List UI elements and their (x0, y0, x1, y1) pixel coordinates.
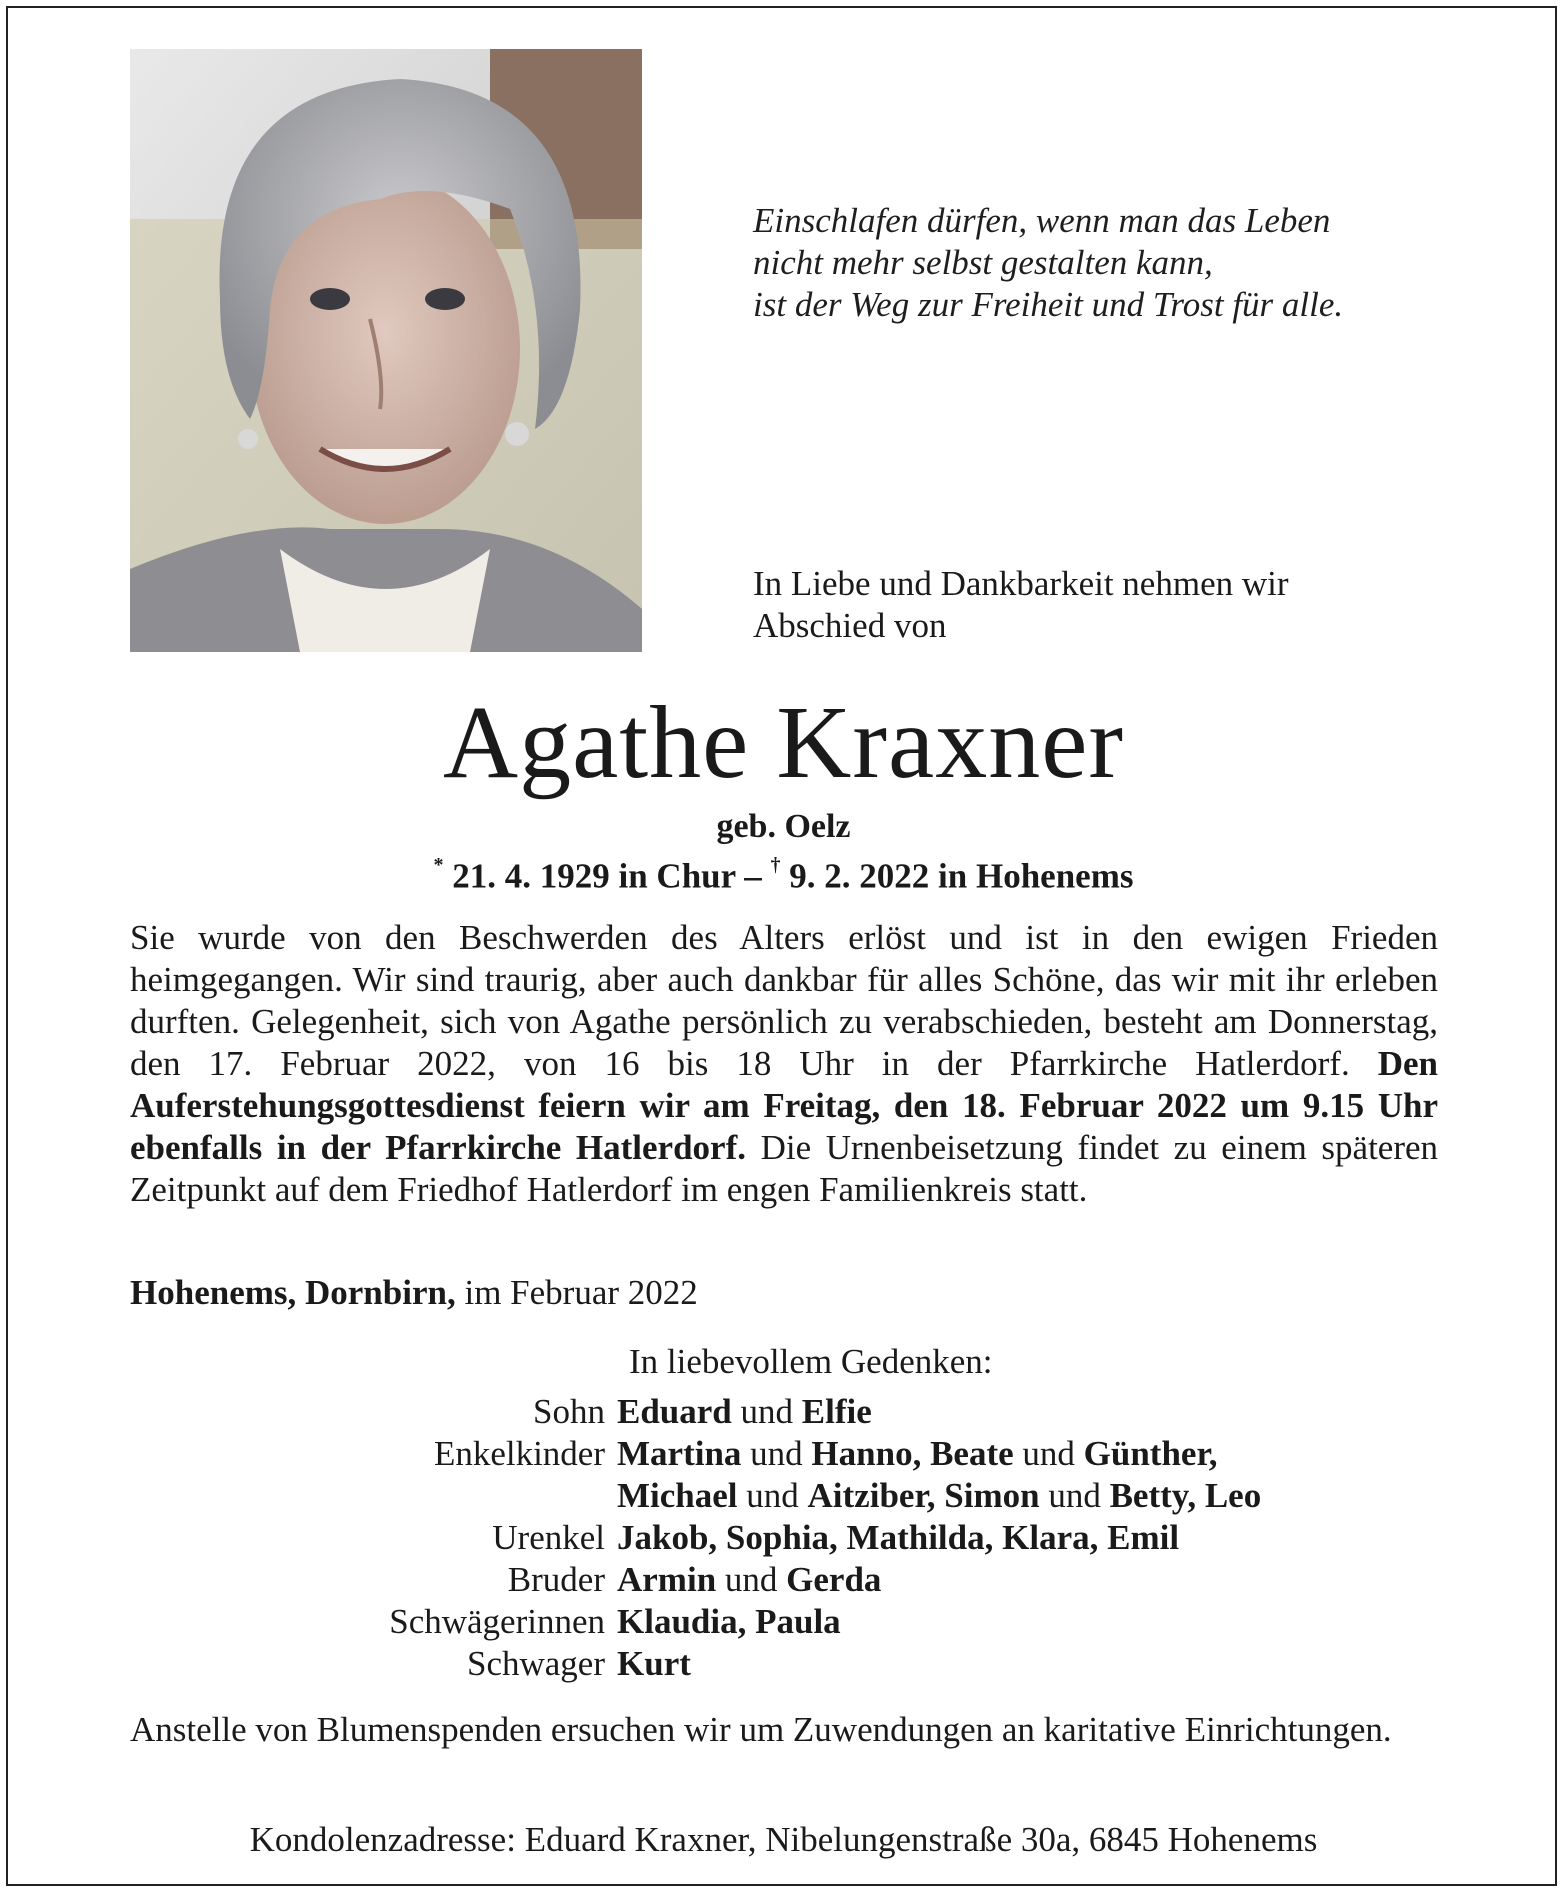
relative-names (617, 1391, 1567, 1433)
connector-text: und (1013, 1434, 1084, 1473)
relative-row (0, 1391, 1567, 1433)
quote-line: nicht mehr selbst gestalten kann, (753, 243, 1213, 282)
relative-row (0, 1643, 1567, 1685)
relative-name: Eduard (617, 1392, 732, 1431)
relative-names (617, 1475, 1567, 1517)
epigraph-quote (753, 200, 1453, 326)
relatives-list (0, 1391, 1567, 1685)
birth-date: 21. 4. 1929 in Chur (452, 856, 736, 896)
relative-name: Aitziber, Simon (807, 1476, 1040, 1515)
relative-name: Martina (617, 1434, 742, 1473)
relative-name: Kurt (617, 1644, 691, 1683)
farewell-intro (753, 563, 1453, 647)
announcement-text-part: Sie wurde von den Beschwerden des Alters erlöst und ist in den ewigen Frieden heimgegangen. Wir sind traurig, aber auch dankbar für alles Schöne, das wir mit ihr erleben durften. Gelegenheit, sich von Agathe persönlich zu verabschieden, besteht am Donnerstag, den 17. Februar 2022, von 16 bis 18 Uhr in der Pfarrkirche Hatlerdorf. (130, 918, 1438, 1083)
death-symbol: † (770, 854, 781, 876)
portrait-photo (130, 49, 642, 652)
relative-name: Armin (617, 1560, 717, 1599)
relative-names (617, 1433, 1567, 1475)
relative-name: Hanno, Beate (811, 1434, 1014, 1473)
relative-row (0, 1601, 1567, 1643)
relation-label: Sohn (533, 1392, 605, 1431)
relative-name: Gerda (786, 1560, 882, 1599)
relation-label (0, 1475, 617, 1517)
relative-row (0, 1475, 1567, 1517)
quote-line: ist der Weg zur Freiheit und Trost für alle. (753, 285, 1344, 324)
relative-names (617, 1517, 1567, 1559)
connector-text: und (737, 1476, 808, 1515)
connector-text: und (716, 1560, 787, 1599)
date-dash: – (735, 856, 771, 896)
announcement-text-part: Die Urnenbeisetzung findet zu einem späteren Zeitpunkt auf dem Friedhof Hatlerdorf im engen Familienkreis statt. (130, 1128, 1439, 1209)
place-date-line (130, 1272, 1430, 1314)
relation-label: Urenkel (492, 1518, 605, 1557)
relation-label: Schwägerinnen (389, 1602, 605, 1641)
maiden-name: geb. Oelz (716, 808, 851, 845)
relative-name: Jakob, Sophia, Mathilda, Klara, Emil (617, 1518, 1180, 1557)
service-details: Den Auferstehungsgottesdienst feiern wir am Freitag, den 18. Februar 2022 um 9.15 Uhr ebenfalls in der Pfarrkirche Hatlerdorf. (130, 1044, 1438, 1167)
life-dates (0, 848, 1567, 898)
relation-label: Enkelkinder (433, 1434, 605, 1473)
intro-line: Abschied von (753, 606, 947, 645)
relative-name: Klaudia, Paula (617, 1602, 841, 1641)
date-text: im Februar 2022 (455, 1273, 698, 1312)
relative-names (617, 1559, 1567, 1601)
relative-name: Günther, (1083, 1434, 1218, 1473)
connector-text: und (731, 1392, 802, 1431)
relative-name: Betty, Leo (1109, 1476, 1262, 1515)
relative-name: Michael (617, 1476, 738, 1515)
donation-note: Anstelle von Blumenspenden ersuchen wir um Zuwendungen an karitative Einrichtungen. (130, 1710, 1392, 1749)
connector-text: und (1039, 1476, 1110, 1515)
quote-line: Einschlafen dürfen, wenn man das Leben (753, 201, 1331, 240)
relative-name: Elfie (801, 1392, 872, 1431)
relation-label: Bruder (507, 1560, 605, 1599)
relative-row (0, 1433, 1567, 1475)
relative-row (0, 1517, 1567, 1559)
deceased-name: Agathe Kraxner (442, 685, 1124, 800)
memory-heading: In liebevollem Gedenken: (629, 1342, 993, 1381)
relative-names (617, 1643, 1567, 1685)
relation-label: Schwager (466, 1644, 605, 1683)
announcement-text (130, 917, 1438, 1211)
death-date: 9. 2. 2022 in Hohenems (789, 856, 1134, 896)
relative-row (0, 1559, 1567, 1601)
birth-symbol: * (433, 854, 444, 876)
relative-names (617, 1601, 1567, 1643)
condolence-address: Kondolenzadresse: Eduard Kraxner, Nibelungenstraße 30a, 6845 Hohenems (249, 1820, 1318, 1859)
intro-line: In Liebe und Dankbarkeit nehmen wir (753, 564, 1289, 603)
place-names: Hohenems, Dornbirn, (130, 1273, 456, 1312)
connector-text: und (741, 1434, 812, 1473)
